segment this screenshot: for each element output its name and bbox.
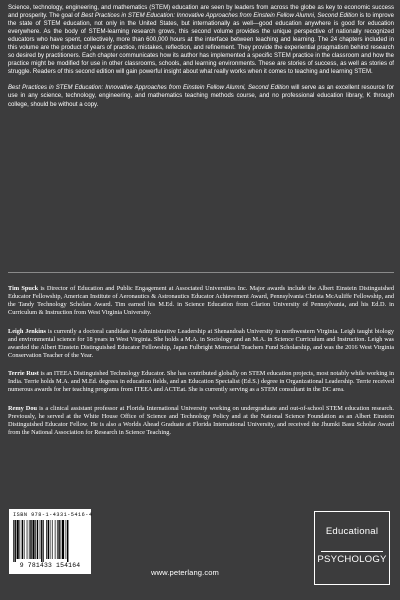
barcode-bar <box>22 520 23 559</box>
author-bios <box>8 285 394 448</box>
barcode-digits: 9 781433 154164 <box>19 562 81 569</box>
barcode-bars <box>12 520 88 562</box>
book-title-italic: Best Practices in STEM Education: Innovative Approaches from Einstein Fellow Alumni, Second Edition <box>81 13 359 20</box>
barcode-bar <box>67 520 68 562</box>
barcode-bar <box>62 520 64 559</box>
isbn-barcode <box>9 509 91 574</box>
barcode-bar <box>29 520 30 559</box>
description-paragraph-1 <box>8 4 394 76</box>
book-title-italic-2: Best Practices in STEM Education: Innovative Approaches from Einstein Fellow Alumni, Second Edition <box>8 85 290 92</box>
barcode-bar <box>40 520 41 559</box>
isbn-label: ISBN 978-1-4331-5416-4 <box>13 512 93 518</box>
divider-line <box>8 272 394 273</box>
barcode-bar <box>19 520 20 559</box>
barcode-bar <box>57 520 58 559</box>
author-bio-text: is an ITEEA Distinguished Technology Educator. She has contributed globally on STEM education projects, most notably while working in India. Terrie holds M.A. and M.Ed. degrees in education fields, and an Education Specialist (Ed.S.) degree in Organizational Leadership. Terrie received numerous awards for her teaching programs from ITEEA and ACTEat. She is currently serving as a STEM consultant in the DC area. <box>8 370 394 394</box>
series-logo-line-1: Educational <box>325 526 379 537</box>
author-name: Terrie Rust <box>8 370 39 378</box>
barcode-bar <box>66 520 67 559</box>
description-paragraph-2 <box>8 84 394 108</box>
barcode-bar <box>32 520 34 559</box>
author-bio-text: is Director of Education and Public Engagement at Associated Universities Inc. Major awards include the Albert Einstein Distinguished Educator Fellowship, American Institute of Aeronautics & Astronautics Educator Achievement Award, Pennsylvania Christa McAuliffe Fellowship, and the Tandy Technology Scholars Award. Tim earned his M.Ed. in Science Education from Clarion University of Pennsylvania, and his Ed.D. in Curriculum & Instruction from West Virginia University. <box>8 285 394 317</box>
author-name: Leigh Jenkins <box>8 327 46 335</box>
series-logo <box>314 511 390 585</box>
barcode-bar <box>17 520 19 559</box>
barcode-bar <box>52 520 53 559</box>
bio-remy-dou <box>8 405 394 437</box>
barcode-bar <box>24 520 25 559</box>
barcode-bar <box>46 520 47 559</box>
barcode-bar <box>35 520 36 559</box>
barcode-bar <box>50 520 51 559</box>
publisher-website: www.peterlang.com <box>151 568 219 577</box>
barcode-bar <box>58 520 59 559</box>
barcode-bar <box>37 520 38 559</box>
barcode-bar <box>27 520 28 559</box>
bio-tim-spuck <box>8 285 394 317</box>
description-text-c: will serve as an excellent resource for use in any science, technology, engineering, and mathematics teaching methods course, and no professional education library, K through college, should be without a copy. <box>8 85 394 108</box>
series-logo-rule <box>321 551 383 552</box>
description-text-b: is to improve the state of STEM education, not only in the United States, but internationally as well—good education anywhere is good for education everywhere. As the body of STEM-learning research grows, this second volume provides the unique perspective of nationally recognized educators who have spent, collectively, more than 600,000 hours at the interface between teaching and learning. The 24 chapters included in this volume are the product of years of practice, mistakes, reflection, and refinement. They provide the experiential pragmatism behind research so desired by practitioners. Each chapter communicates how its author has implemented a specific STEM practice in the classroom and how the practice might be modified for use in other classrooms, schools, and learning environments. These are stories of success, as well as stories of struggle. Readers of this second edition will gain powerful insight about what really works when it comes to teaching and learning STEM. <box>8 13 394 76</box>
barcode-bar <box>14 520 15 562</box>
barcode-bar <box>41 520 42 562</box>
book-description <box>8 4 394 109</box>
bio-leigh-jenkins <box>8 328 394 360</box>
barcode-bar <box>48 520 49 559</box>
description-text-a: Science, technology, engineering, and mathematics (STEM) education are seen by leaders from across the globe as key to economic success and prosperity. The goal of <box>8 5 394 20</box>
barcode-bar <box>43 520 44 562</box>
barcode-bar <box>61 520 62 559</box>
author-name: Remy Dou <box>8 405 38 413</box>
author-bio-text: is currently a doctoral candidate in Administrative Leadership at Shenandoah University in northwestern Virginia. Leigh taught biology and environmental science for 18 years in West Virginia. She holds a M.A. in Sociology and an M.A. in Science Curriculum and Instruction. Leigh was awarded the Albert Einstein Distinguished Educator Fellowship, Japan Fulbright Memorial Teachers Fund Scholarship, and was the 2016 West Virginia Conservation Teacher of the Year. <box>8 327 394 359</box>
series-logo-line-3: PSYCHOLOGY <box>317 554 387 565</box>
bio-terrie-rust <box>8 370 394 394</box>
author-bio-text: is a clinical assistant professor at Florida International University working on undergraduate and out-of-school STEM education research. Previously, he served at the White House Office of Science and Technology Policy and at the National Science Foundation as an Albert Einstein Distinguished Educator Fellow. He is also a Worlds Ahead Graduate at Florida International University, and received the Jhumki Basu Scholar Award from the National Association for Research in Science Teaching. <box>8 405 394 437</box>
barcode-bar <box>55 520 56 559</box>
author-name: Tim Spuck <box>8 285 39 292</box>
barcode-bar <box>13 520 14 562</box>
barcode-bar <box>30 520 31 559</box>
